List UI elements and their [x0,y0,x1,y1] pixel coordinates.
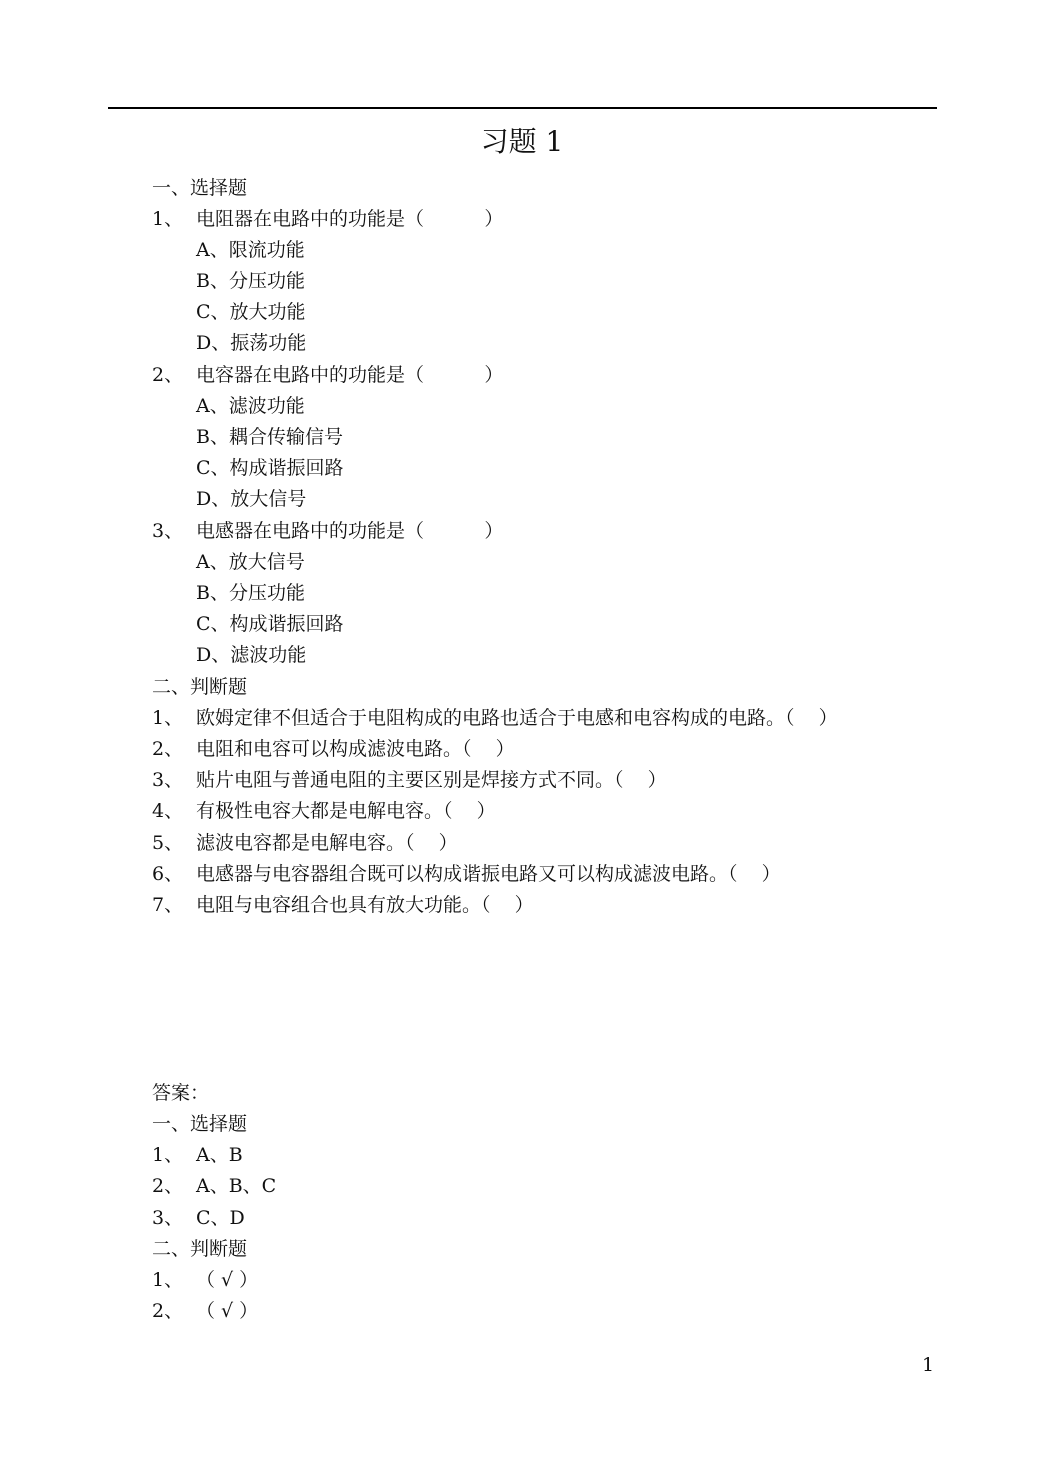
option-d: D、振荡功能 [196,332,307,354]
option-b: B、耦合传输信号 [196,426,343,448]
judgement-text: 电感器与电容器组合既可以构成谐振电路又可以构成滤波电路。（ ） [196,863,781,885]
question-text: 电感器在电路中的功能是（ ） [196,520,504,542]
answer-number: 3、 [152,1207,184,1229]
option-a: A、滤波功能 [196,395,305,417]
option-b: B、分压功能 [196,270,305,292]
option-a: A、限流功能 [196,239,305,261]
answer-number: 2、 [152,1300,184,1322]
answers-judgement-heading: 二、判断题 [152,1238,248,1260]
option-c: C、构成谐振回路 [196,613,344,635]
option-c: C、放大功能 [196,301,306,323]
answers-choice-heading: 一、选择题 [152,1113,248,1135]
section-heading-choice: 一、选择题 [152,177,248,199]
judgement-number: 7、 [152,894,184,916]
question-number: 3、 [152,520,184,542]
judgement-number: 3、 [152,769,184,791]
answer-text: （ √ ） [196,1269,259,1291]
answers-heading: 答案： [152,1082,210,1104]
judgement-number: 5、 [152,832,184,854]
page-title: 习题 1 [480,125,564,158]
judgement-number: 4、 [152,800,184,822]
page-number: 1 [922,1354,935,1376]
judgement-number: 2、 [152,738,184,760]
judgement-number: 6、 [152,863,184,885]
answer-text: C、D [196,1207,245,1229]
question-text: 电容器在电路中的功能是（ ） [196,364,504,386]
option-c: C、构成谐振回路 [196,457,344,479]
question-number: 1、 [152,208,184,230]
judgement-text: 贴片电阻与普通电阻的主要区别是焊接方式不同。（ ） [196,769,667,791]
option-d: D、滤波功能 [196,644,307,666]
answer-number: 1、 [152,1269,184,1291]
answer-text: A、B [196,1144,243,1166]
judgement-number: 1、 [152,707,184,729]
answer-text: （ √ ） [196,1300,259,1322]
header-rule [108,107,937,109]
judgement-text: 有极性电容大都是电解电容。（ ） [196,800,496,822]
answer-text: A、B、C [196,1175,277,1197]
option-a: A、放大信号 [196,551,305,573]
judgement-text: 电阻和电容可以构成滤波电路。（ ） [196,738,515,760]
judgement-text: 电阻与电容组合也具有放大功能。（ ） [196,894,534,916]
option-d: D、放大信号 [196,488,307,510]
section-heading-judgement: 二、判断题 [152,676,248,698]
judgement-text: 滤波电容都是电解电容。（ ） [196,832,458,854]
option-b: B、分压功能 [196,582,305,604]
question-number: 2、 [152,364,184,386]
answer-number: 2、 [152,1175,184,1197]
question-text: 电阻器在电路中的功能是（ ） [196,208,504,230]
answer-number: 1、 [152,1144,184,1166]
judgement-text: 欧姆定律不但适合于电阻构成的电路也适合于电感和电容构成的电路。（ ） [196,707,838,729]
